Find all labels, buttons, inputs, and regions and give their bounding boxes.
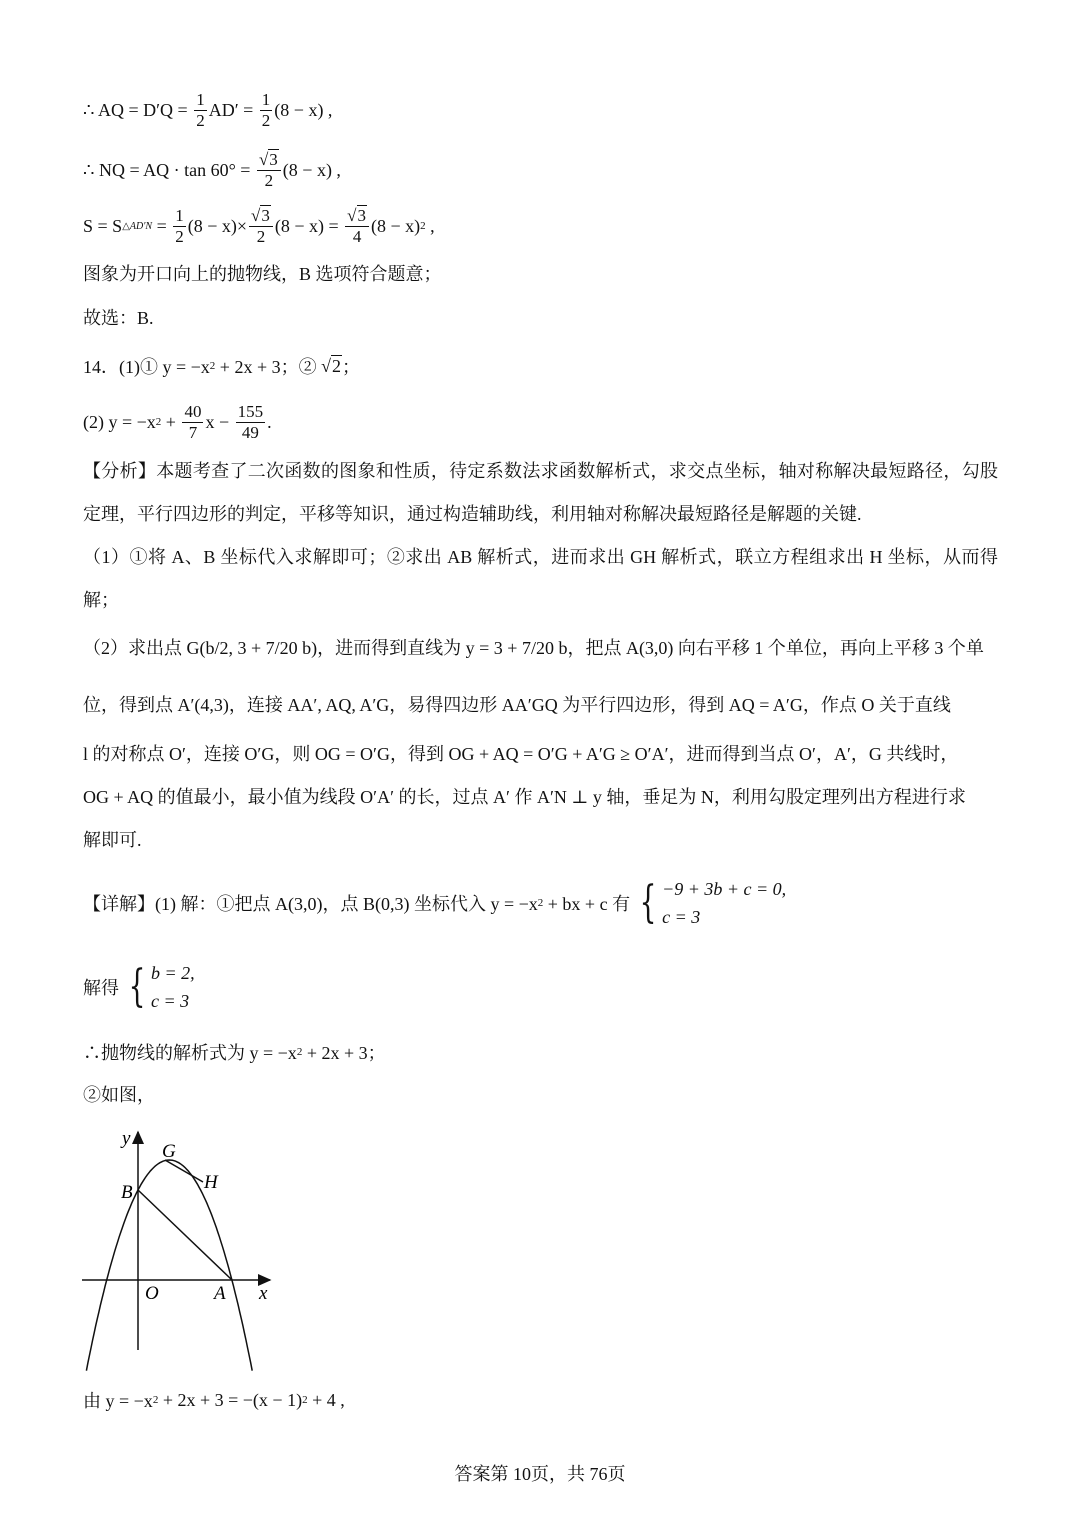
system-row: b = 2, — [151, 963, 195, 983]
math-text: 155 — [237, 401, 264, 421]
radicand: 2 — [332, 355, 341, 376]
math-text: 2 — [256, 226, 266, 246]
numerator — [345, 206, 369, 227]
superscript: 2 — [209, 360, 216, 372]
equation-system — [634, 875, 786, 931]
math-text: 1 — [196, 89, 205, 109]
line-gh — [165, 1160, 203, 1182]
math-text: (8 − x) , — [274, 99, 333, 120]
superscript: 2 — [537, 897, 544, 909]
math-text: 4 — [352, 226, 362, 246]
math-text: x − — [205, 411, 234, 432]
math-text: 49 — [241, 422, 259, 442]
fraction — [345, 206, 369, 246]
square-root: √3 — [251, 205, 270, 225]
analysis-line: OG + AQ 的值最小，最小值为线段 O′A′ 的长，过点 A′ 作 A′N ⊥ y 轴，垂足为 N，利用勾股定理列出方程进行求 — [83, 787, 966, 807]
math-text: 14．(1)① y = −x — [83, 357, 210, 377]
math-text: (2) y = −x — [83, 411, 156, 432]
analysis-paragraph: 【分析】本题考查了二次函数的图象和性质，待定系数法求函数解析式，求交点坐标，轴对称解决最短路径，勾股定理，平行四边形的判定，平移等知识，通过构造辅助线，利用轴对称解决最短路径是解题的关键. — [83, 461, 998, 524]
math-text: 2 — [196, 110, 205, 130]
math-text: 1 — [175, 205, 184, 225]
page-footer: 答案第 10页，共 76页 — [454, 1464, 626, 1484]
square-root: √2 — [321, 355, 341, 376]
system-row: −9 + 3b + c = 0, — [662, 879, 787, 899]
label-b: B — [121, 1182, 133, 1203]
radicand: 3 — [269, 149, 278, 169]
superscript: 2 — [302, 1394, 308, 1406]
math-text: 40 — [184, 401, 202, 421]
parabola-figure — [0, 0, 303, 1528]
analysis-line: 位，得到点 A′(4,3)，连接 AA′, AQ, A′G，易得四边形 AA′GQ 为平行四边形，得到 AQ = A′G，作点 O 关于直线 — [83, 695, 951, 715]
analysis-line: （2）求出点 G(b/2, 3 + 7/20 b)，进而得到直线为 y = 3 + 7/20 b，把点 A(3,0) 向右平移 1 个单位，再向上平移 3 个单 — [83, 638, 984, 658]
radicand: 3 — [261, 205, 270, 225]
math-text: . — [267, 411, 272, 432]
math-text: (8 − x)× — [187, 215, 248, 236]
math-text: = — [152, 215, 172, 236]
math-text: , — [425, 215, 435, 236]
math-text: + bx + c 有 — [543, 894, 631, 914]
math-text: ②如图， — [83, 1085, 155, 1105]
math-text: + 2x + 3 = −(x − 1) — [158, 1389, 303, 1410]
math-text: AD′ = — [208, 99, 258, 120]
denominator — [353, 227, 362, 247]
system-row: c = 3 — [151, 991, 190, 1011]
label-o: O — [145, 1283, 159, 1304]
math-text: 2 — [261, 110, 271, 130]
superscript: 2 — [420, 220, 426, 232]
math-text: 1 — [261, 89, 271, 109]
superscript: 2 — [155, 416, 162, 428]
math-text: 解得 — [83, 978, 119, 998]
math-text: + 4 , — [307, 1389, 345, 1410]
math-text: (8 − x) = — [274, 215, 344, 236]
superscript: 2 — [152, 1394, 159, 1406]
math-text: ∴抛物线的解析式为 y = −x — [83, 1043, 297, 1063]
parabola-curve — [86, 1160, 252, 1371]
subscript: △AD′N — [122, 220, 153, 232]
radicand: 3 — [357, 205, 367, 225]
label-x: x — [259, 1283, 268, 1304]
math-text: + — [161, 411, 181, 432]
math-text: 2 — [264, 170, 274, 190]
math-text: ∴ NQ = AQ · tan 60° = — [83, 159, 255, 180]
analysis-line: l 的对称点 O′，连接 O′G，则 OG = O′G，得到 OG + AQ = O′G + A′G ≥ O′A′，进而得到当点 O′，A′，G 共线时， — [83, 744, 959, 764]
math-text: S = S — [83, 215, 123, 236]
math-text: + 2x + 3；② — [215, 357, 322, 377]
superscript: 2 — [296, 1046, 303, 1058]
math-text: + 2x + 3； — [302, 1043, 386, 1063]
math-text: ∴ AQ = D′Q = — [83, 99, 193, 120]
math-text: ； — [342, 357, 360, 377]
math-text: 故选：B. — [83, 308, 154, 328]
brace-icon: { — [128, 961, 146, 1012]
math-text: 【详解】(1) 解：①把点 A(3,0)，点 B(0,3) 坐标代入 y = −x — [83, 894, 538, 914]
line-ab — [138, 1190, 232, 1280]
square-root: √3 — [258, 149, 278, 169]
math-text: (8 − x) — [371, 215, 421, 236]
math-text: 由 y = −x — [83, 1391, 153, 1411]
math-text: 7 — [188, 422, 198, 442]
analysis-line: 解即可. — [83, 830, 142, 850]
analysis-part-1: （1）①将 A、B 坐标代入求解即可；②求出 AB 解析式，进而求出 GH 解析式，联立方程组求出 H 坐标，从而得解； — [83, 547, 998, 610]
math-text: (8 − x) , — [282, 159, 341, 180]
math-text: 图象为开口向上的抛物线，B 选项符合题意； — [83, 264, 442, 284]
system-row: c = 3 — [662, 907, 701, 927]
system-rows — [662, 875, 786, 931]
math-text: 2 — [175, 226, 184, 246]
brace-icon: { — [639, 877, 657, 928]
label-h: H — [204, 1172, 218, 1193]
square-root: √3 — [347, 205, 367, 225]
label-y: y — [122, 1128, 131, 1149]
label-a: A — [214, 1283, 226, 1304]
label-g: G — [162, 1141, 176, 1162]
